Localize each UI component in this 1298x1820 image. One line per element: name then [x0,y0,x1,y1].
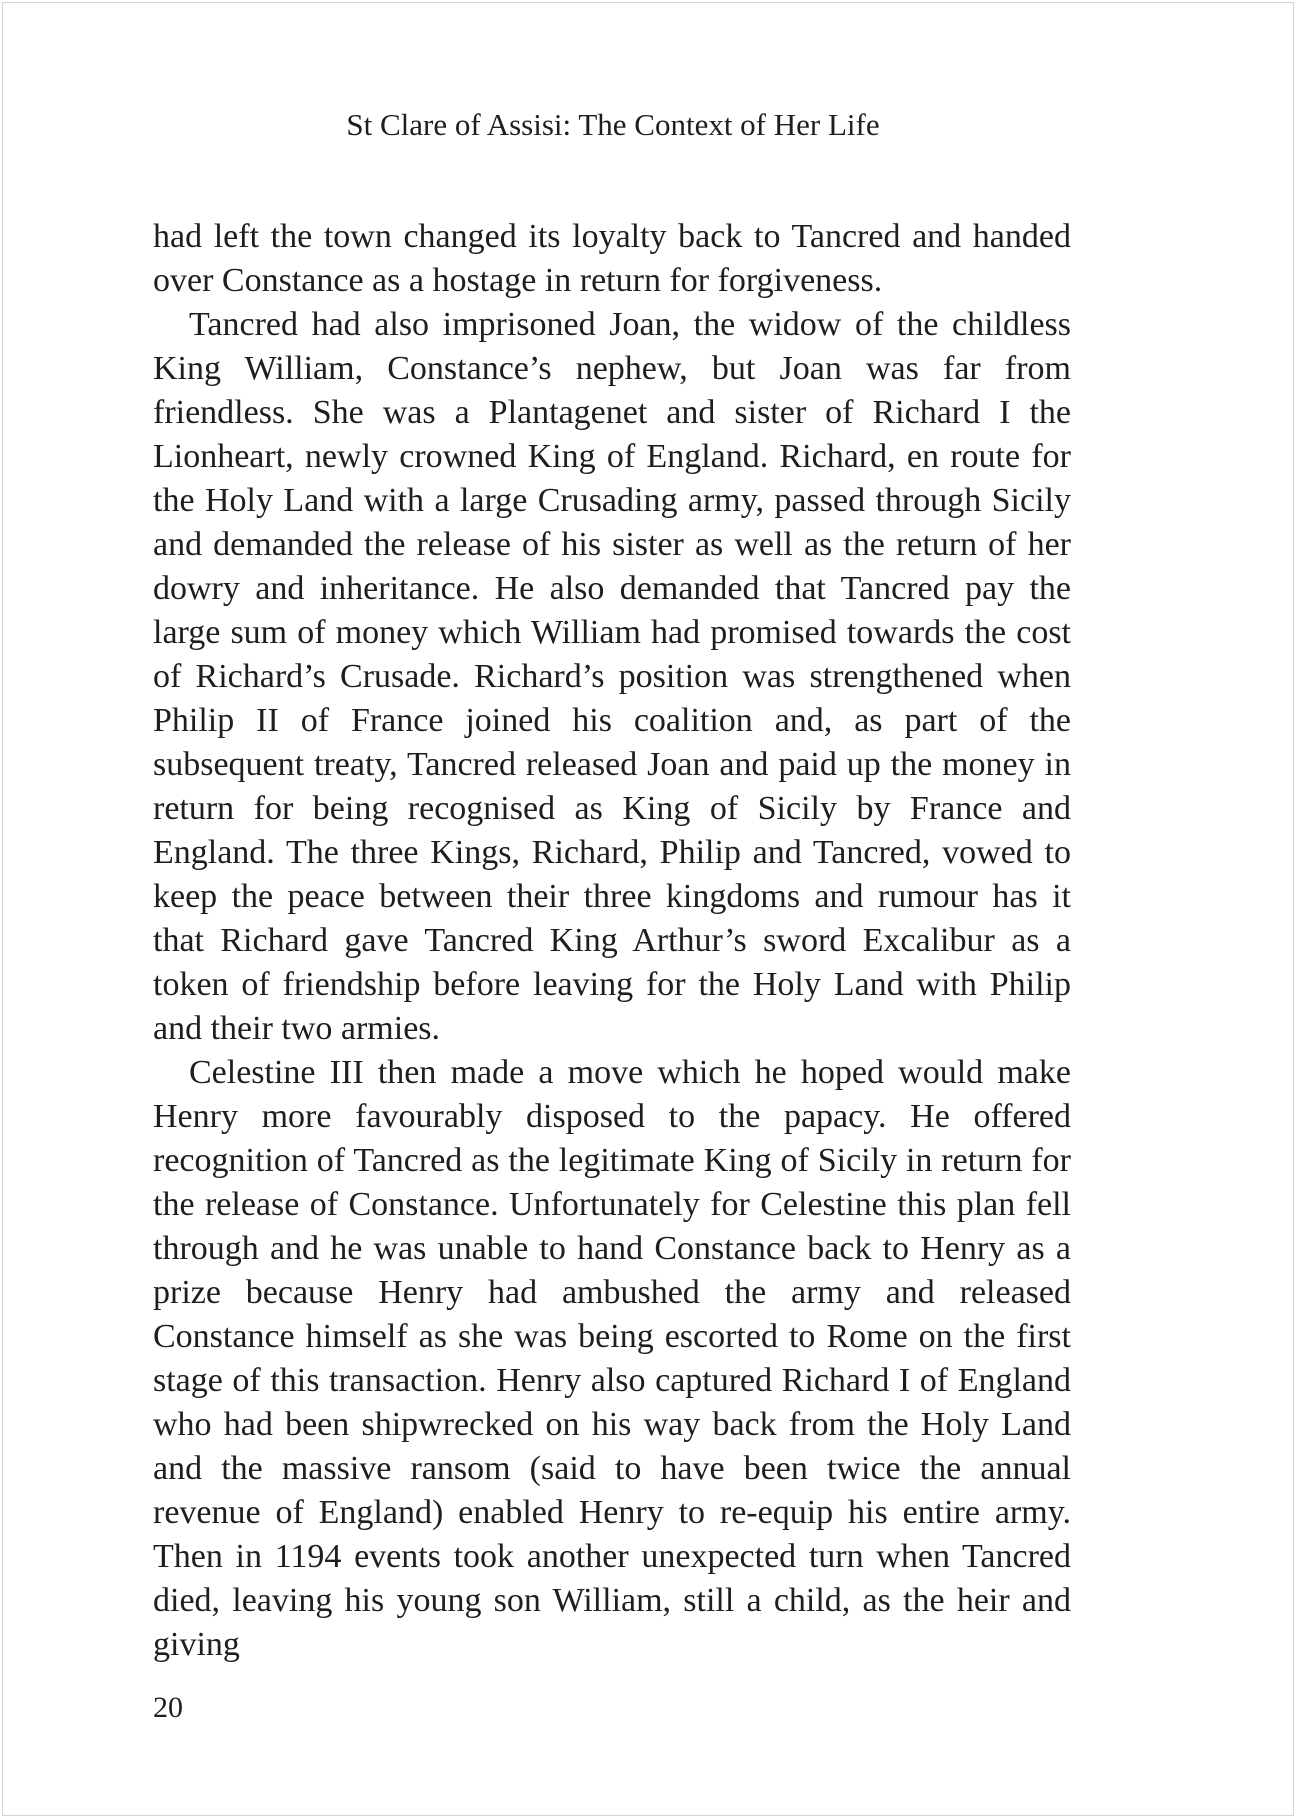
body-text [153,215,1071,1667]
page-number: 20 [153,1691,183,1724]
paragraph: Celestine III then made a move which he hoped would make Henry more favourably disposed to the papacy. He offered recognition of Tancred as the legitimate King of Sicily in return for the release of Constance. Unfortunately for Celestine this plan fell through and he was unable to hand Constance back to Henry as a prize because Henry had ambushed the army and released Constance himself as she was being escorted to Rome on the first stage of this transaction. Henry also captured Richard I of England who had been shipwrecked on his way back from the Holy Land and the massive ransom (said to have been twice the annual revenue of England) enabled Henry to re-equip his entire army. Then in 1194 events took another unexpected turn when Tancred died, leaving his young son William, still a child, as the heir and giving [153,1054,1071,1663]
paragraph: had left the town changed its loyalty back to Tancred and handed over Constance as a hostage in return for forgiveness. [153,218,1071,299]
running-head: St Clare of Assisi: The Context of Her Life [346,107,880,142]
book-page [2,2,1294,1816]
paragraph: Tancred had also imprisoned Joan, the widow of the childless King William, Constance’s nephew, but Joan was far from friendless. She was a Plantagenet and sister of Richard I the Lionheart, newly crowned King of England. Richard, en route for the Holy Land with a large Crusading army, passed through Sicily and demanded the release of his sister as well as the return of her dowry and inheritance. He also demanded that Tancred pay the large sum of money which William had promised towards the cost of Richard’s Crusade. Richard’s position was strengthened when Philip II of France joined his coalition and, as part of the subsequent treaty, Tancred released Joan and paid up the money in return for being recognised as King of Sicily by France and England. The three Kings, Richard, Philip and Tancred, vowed to keep the peace between their three kingdoms and rumour has it that Richard gave Tancred King Arthur’s sword Excalibur as a token of friendship before leaving for the Holy Land with Philip and their two armies. [153,306,1071,1047]
